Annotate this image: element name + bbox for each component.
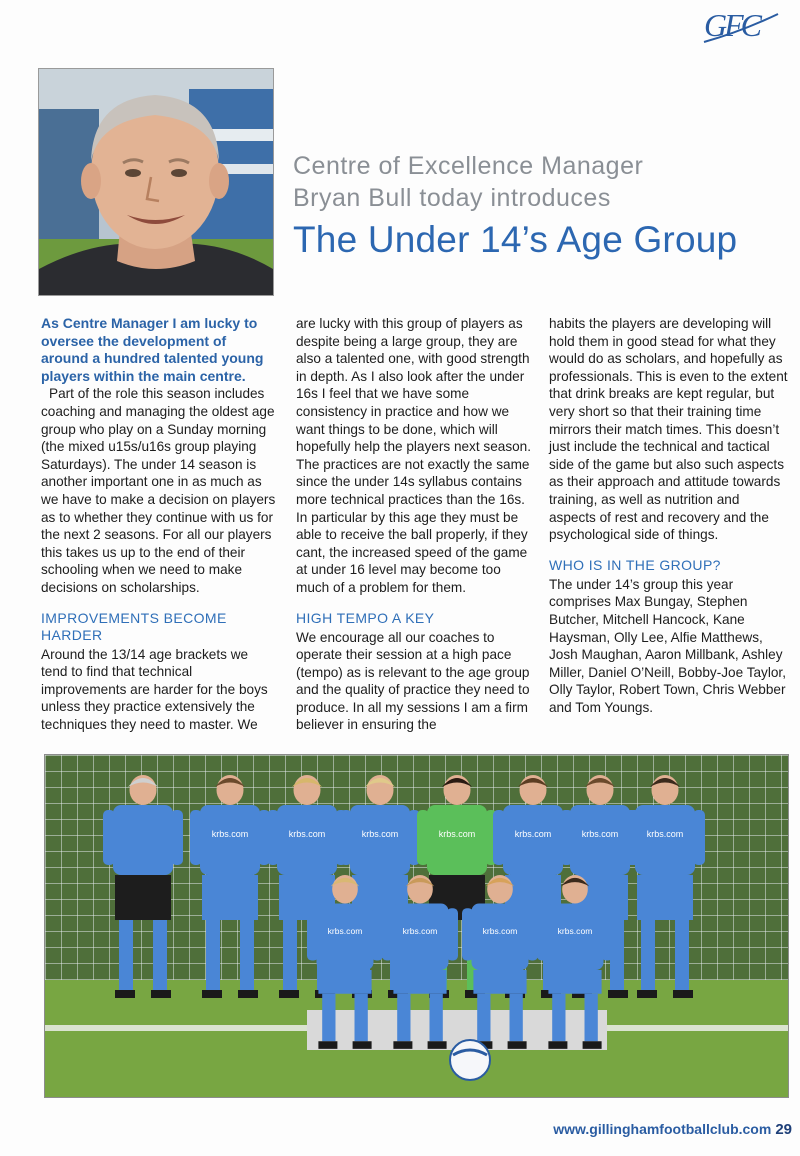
club-website-link[interactable]: www.gillinghamfootballclub.com (553, 1121, 772, 1137)
body-paragraph: The under 14’s group this year comprises Max Bungay, Stephen Butcher, Mitchell Hancock, Kane Haysman, Olly Lee, Alfie Matthews, Josh Maughan, Aaron Millbank, Ashley Miller, Daniel O’Neill, Bobby-Joe Taylor, Olly Taylor, Robert Town, Chris Webber and Tom Youngs. (549, 576, 786, 715)
text-column-3 (549, 315, 789, 716)
body-paragraph: Around the 13/14 age brackets we tend to find that technical improvements are harder for the boys unless they practice extensively the techniques they need to master. We (41, 646, 268, 732)
body-paragraph: Part of the role this season includes coaching and managing the oldest age group who play on a Sunday morning (the mixed u15s/u16s group playing Saturdays). The under 14 season is another important one in as much as we have to make a decision on players as to whether they continue with us for the next 2 seasons. For all our players this takes us up to the end of their schooling when we need to make decisions on scholarships. (41, 386, 276, 595)
article-title: The Under 14’s Age Group (293, 219, 738, 260)
subheading-improvements: IMPROVEMENTS BECOME HARDER (41, 609, 227, 643)
football (450, 1040, 490, 1080)
shirt-sponsor-text: krbs.com (288, 829, 326, 839)
shirt-sponsor-text: krbs.com (482, 925, 518, 936)
club-logo (700, 2, 782, 48)
article-heading (293, 150, 788, 262)
shirt-sponsor-text: krbs.com (514, 829, 552, 839)
shirt-sponsor-text: krbs.com (211, 829, 249, 839)
intro-line-2: Bryan Bull today introduces (293, 184, 611, 212)
subheading-high-tempo: HIGH TEMPO A KEY (296, 609, 435, 626)
text-column-2 (296, 315, 536, 734)
shirt-sponsor-text: krbs.com (438, 829, 476, 839)
club-logo-text: GFC (704, 7, 759, 43)
shirt-sponsor-text: krbs.com (327, 925, 363, 936)
shirt-sponsor-text: krbs.com (402, 925, 438, 936)
text-column-1 (41, 315, 277, 733)
lead-paragraph: As Centre Manager I am lucky to oversee the development of around a hundred talented young players within the main centre. (41, 315, 264, 384)
team-photo (44, 754, 789, 1098)
body-paragraph: habits the players are developing will hold them in good stead for what they would do as scholars, and hopefully as professionals. This is even to the extent that drink breaks are kept regular, but very short so that their training time mirrors their match times. This doesn’t just include the technical and tactical side of the game but also such aspects as their approach and attitude towards training, as well as nutrition and aspects of rest and recovery and the psychological side of things. (549, 316, 788, 543)
page-footer (553, 1121, 792, 1138)
shirt-sponsor-text: krbs.com (581, 829, 619, 839)
shirt-sponsor-text: krbs.com (361, 829, 399, 839)
shirt-sponsor-text: krbs.com (557, 925, 593, 936)
manager-portrait-photo (38, 68, 274, 296)
page-number: 29 (775, 1121, 792, 1138)
intro-line-1: Centre of Excellence Manager (293, 152, 644, 180)
body-paragraph: We encourage all our coaches to operate their session at a high pace (tempo) as is relevant to the age group and the quality of practice they need to produce. In all my sessions I am a firm believer in ensuring the (296, 629, 530, 733)
shirt-sponsor-text: krbs.com (646, 829, 684, 839)
subheading-who-is-in-group: WHO IS IN THE GROUP? (549, 556, 721, 573)
body-paragraph: are lucky with this group of players as despite being a large group, they are also a talented one, with good strength in depth. As I also look after the under 16s I feel that we have some consistency in practice and how we want things to be done, which will hopefully help the players next season. The practices are not exactly the same since the under 14s syllabus contains more technical practices than the 16s. In particular by this age they must be able to receive the ball properly, if they cant, the increased speed of the game at under 16 level may become too much of a problem for them. (296, 316, 532, 595)
